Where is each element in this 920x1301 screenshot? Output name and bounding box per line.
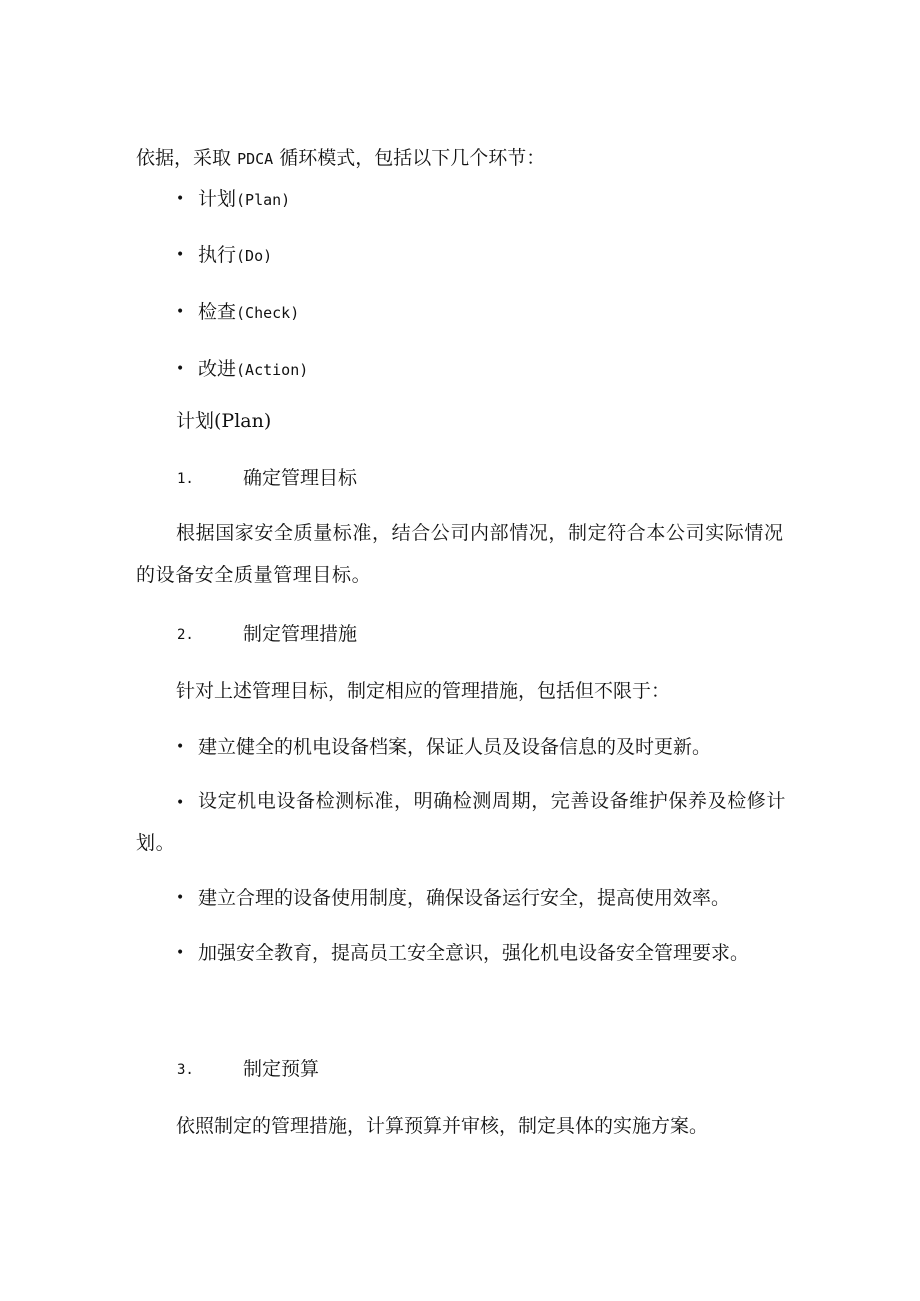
- bullet-icon: •: [176, 945, 185, 961]
- bullet-icon: •: [176, 795, 185, 811]
- plan-heading: [176, 409, 271, 433]
- cycle-item-zh: 检查: [198, 301, 237, 323]
- step-number: 3.: [177, 1062, 194, 1078]
- list-item-text: 建立健全的机电设备档案，保证人员及设备信息的及时更新。: [198, 736, 712, 758]
- cycle-item-en: (Do): [236, 247, 273, 265]
- cycle-item-en: (Check): [236, 304, 300, 322]
- step-3-paragraph: 依照制定的管理措施，计算预算并审核，制定具体的实施方案。: [176, 1115, 709, 1137]
- list-item-text: 设定机电设备检测标准，明确检测周期，完善设备维护保养及检修计划。: [136, 790, 787, 854]
- step-title: 确定管理目标: [243, 467, 358, 489]
- intro-suffix: 循环模式，包括以下几个环节：: [279, 147, 546, 169]
- cycle-item-zh: 计划: [198, 188, 237, 210]
- cycle-item-en: (Plan): [236, 191, 291, 209]
- intro-pdca: PDCA: [237, 150, 274, 168]
- step-2-paragraph: 针对上述管理目标，制定相应的管理措施，包括但不限于：: [176, 680, 671, 702]
- step-title: 制定预算: [243, 1058, 320, 1080]
- intro-line: [136, 146, 545, 171]
- bullet-icon: •: [176, 890, 185, 906]
- bullet-icon: •: [176, 191, 185, 207]
- list-item-text: 加强安全教育，提高员工安全意识，强化机电设备安全管理要求。: [198, 942, 750, 964]
- bullet-icon: •: [176, 361, 185, 377]
- cycle-item-en: (Action): [236, 361, 309, 379]
- bullet-icon: •: [176, 739, 185, 755]
- intro-prefix: 依据，采取: [136, 147, 232, 169]
- bullet-icon: •: [176, 304, 185, 320]
- bullet-icon: •: [176, 247, 185, 263]
- cycle-item-zh: 改进: [198, 358, 237, 380]
- cycle-item-zh: 执行: [198, 244, 237, 266]
- plan-heading-en: (Plan): [214, 410, 272, 432]
- list-item-text: 建立合理的设备使用制度，确保设备运行安全，提高使用效率。: [198, 887, 731, 909]
- cycle-item-label: [198, 357, 308, 382]
- step-title: 制定管理措施: [243, 623, 358, 645]
- cycle-item-label: [198, 187, 290, 212]
- step-number: 1.: [177, 471, 194, 487]
- step-number: 2.: [177, 627, 194, 643]
- plan-heading-zh: 计划: [176, 410, 215, 432]
- cycle-item-label: [198, 243, 272, 268]
- step-1-paragraph: 根据国家安全质量标准，结合公司内部情况，制定符合本公司实际情况的设备安全质量管理目标。: [136, 522, 784, 586]
- cycle-item-label: [198, 300, 299, 325]
